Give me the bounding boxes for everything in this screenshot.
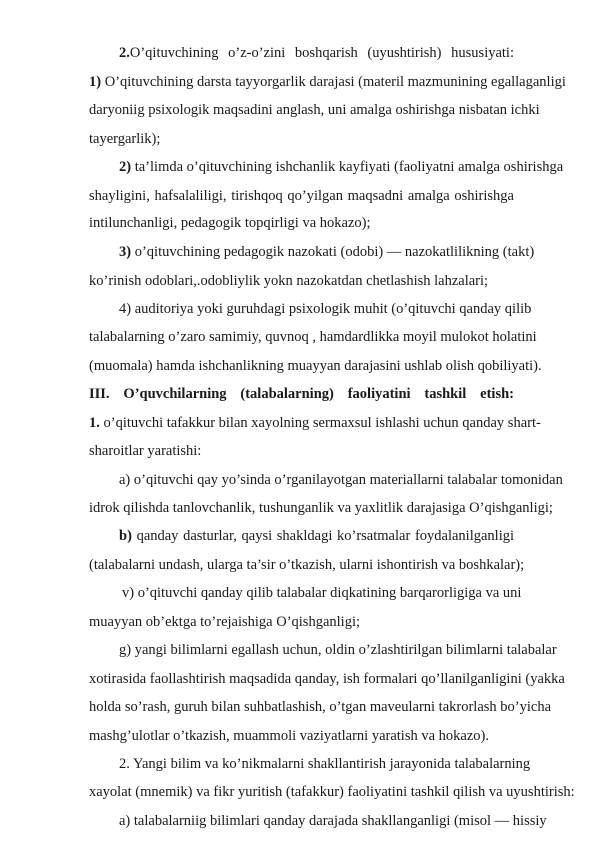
paragraph-line: (talabalarni undash, ularga ta’sir o’tkazish, ularni ishontirish va boshkalar); — [89, 557, 525, 573]
paragraph-line: mashg’ulotlar o’tkazish, muammoli vaziyatlarni yaratish va hokazo). — [89, 728, 489, 744]
paragraph-line: xayolat (mnemik) va fikr yuritish (tafakkur) faoliyatini tashkil qilish va uyushtirish: — [89, 784, 575, 800]
paragraph-line: 1) O’qituvchining darsta tayyorgarlik darajasi (materil mazmunining egallaganligi — [89, 74, 566, 90]
paragraph-line: xotirasida faollashtirish maqsadida qanday, ish formalari qo’llanilganligini (yakka — [89, 671, 565, 687]
paragraph-line: tayergarlik); — [89, 131, 161, 147]
paragraph-line: sharoitlar yaratishi: — [89, 443, 202, 459]
paragraph-line: (muomala) hamda ishchanlikning muayyan darajasini ushlab olish qobiliyati). — [89, 358, 542, 374]
paragraph-line: a) o’qituvchi qay yo’sinda o’rganilayotgan materiallarni talabalar tomonidan — [119, 472, 563, 488]
paragraph-line: idrok qilishda tanlovchanlik, tushunganlik va yaxlitlik darajasiga O’qishganligi; — [89, 500, 553, 516]
paragraph-line: intilunchanligi, pedagogik topqirligi va hokazo); — [89, 215, 371, 231]
paragraph-line: 2. Yangi bilim va ko’nikmalarni shakllantirish jarayonida talabalarning — [119, 756, 531, 772]
section-heading-iii: III. O’quvchilarning (talabalarning) faoliyatini tashkil etish: — [89, 386, 514, 402]
paragraph-line: b) qanday dasturlar, qaysi shakldagi ko’rsatmalar foydalanilganligi — [119, 528, 514, 544]
paragraph-line: talabalarning o’zaro samimiy, quvnoq , hamdardlikka moyil mulokot holatini — [89, 329, 537, 345]
paragraph-line: g) yangi bilimlarni egallash uchun, oldin o’zlashtirilgan bilimlarni talabalar — [119, 642, 557, 658]
heading-self-management: 2.O’qituvchining o’z-o’zini boshqarish (uyushtirish) hususiyati: — [119, 45, 514, 61]
paragraph-line: muayyan ob’ektga to’rejaishiga O’qishganligi; — [89, 614, 360, 630]
paragraph-line: 3) o’qituvchining pedagogik nazokati (odobi) — nazokatlilikning (takt) — [119, 244, 535, 260]
paragraph-line: 1. o’qituvchi tafakkur bilan xayolning sermaxsul ishlashi uchun qanday shart- — [89, 415, 541, 431]
paragraph-line: daryoniig psixologik maqsadini anglash, uni amalga oshirishga nisbatan ichki — [89, 102, 540, 118]
paragraph-line: holda so’rash, guruh bilan suhbatlashish, o’tgan maveularni takrorlash bo’yicha — [89, 699, 552, 715]
paragraph-line: 2) ta’limda o’qituvchining ishchanlik kayfiyati (faoliyatni amalga oshirishga — [119, 159, 564, 175]
paragraph-line: ko’rinish odoblari,.odobliylik yokn nazokatdan chetlashish lahzalari; — [89, 273, 489, 289]
paragraph-line: 4) auditoriya yoki guruhdagi psixologik muhit (o’qituvchi qanday qilib — [119, 301, 532, 317]
paragraph-line: shayligini, hafsalaliligi, tirishqoq qo’yilgan maqsadni amalga oshirishga — [89, 188, 514, 204]
paragraph-line: v) o’qituvchi qanday qilib talabalar diqkatining barqarorligiga va uni — [122, 585, 522, 601]
paragraph-line: a) talabalarniig bilimlari qanday darajada shakllanganligi (misol — hissiy — [119, 813, 547, 829]
